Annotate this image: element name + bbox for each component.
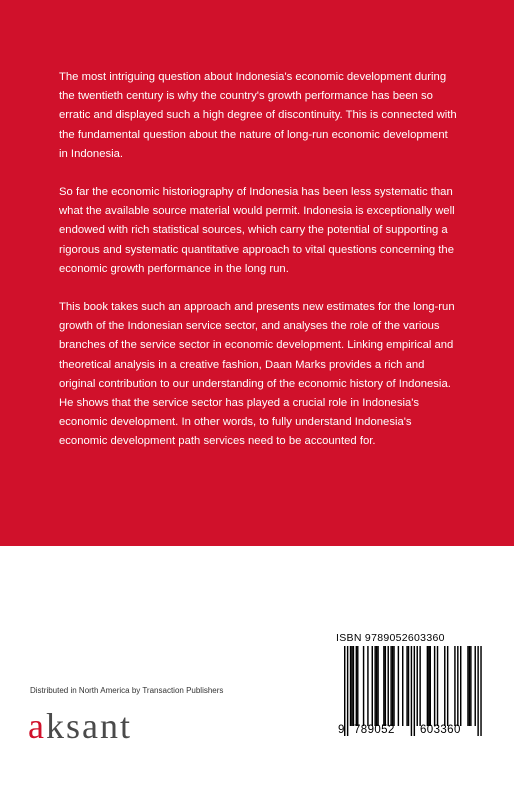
barcode-icon bbox=[336, 646, 484, 736]
barcode-bar bbox=[347, 646, 348, 736]
logo-rest: ksant bbox=[45, 706, 132, 746]
barcode-bar bbox=[390, 646, 391, 726]
barcode-bar bbox=[427, 646, 428, 726]
barcode-bar bbox=[353, 646, 354, 726]
barcode-digits-right: 603360 bbox=[420, 724, 461, 736]
barcode-bar bbox=[408, 646, 409, 726]
blurb-paragraph-2: So far the economic historiography of Indonesia has been less systematic than what the available source material would permit. Indonesia is exceptionally well endowed with rich statistical sources, which carry the potential of supporting a rigorous and systematic quantitative approach to vital questions concerning the economic growth performance in the long run. bbox=[59, 186, 455, 275]
barcode-bar bbox=[393, 646, 394, 726]
barcode-bar bbox=[411, 646, 412, 736]
barcode-bar bbox=[376, 646, 377, 726]
barcode-bar bbox=[460, 646, 461, 726]
barcode-bar bbox=[477, 646, 478, 736]
isbn-block bbox=[336, 632, 484, 736]
barcode-bar bbox=[406, 646, 407, 726]
barcode-bar bbox=[402, 646, 403, 726]
barcode-bar bbox=[385, 646, 386, 726]
barcode-bar bbox=[414, 646, 415, 736]
publisher-logo bbox=[28, 706, 132, 746]
blurb-paragraph-1: The most intriguing question about Indonesia's economic development during the twentieth century is why the country's growth performance has been so erratic and displayed such a high degree of discontinuity. This is connected with the fundamental question about the nature of long-run economic development in Indonesia. bbox=[59, 71, 457, 160]
isbn-label: ISBN 9789052603360 bbox=[336, 632, 445, 644]
barcode-bar bbox=[383, 646, 384, 726]
distributor-note: Distributed in North America by Transaction Publishers bbox=[30, 686, 224, 695]
barcode-bar bbox=[356, 646, 357, 726]
barcode-bar bbox=[351, 646, 352, 726]
barcode-bar bbox=[475, 646, 476, 726]
barcode-bar bbox=[419, 646, 420, 726]
blurb-paragraph-3: This book takes such an approach and presents new estimates for the long-run growth of the Indonesian service sector, and analyses the role of the various branches of the service sector in economic development. Linking empirical and theoretical analysis in a creative fashion, Daan Marks provides a rich and original contribution to our understanding of the economic history of Indonesia. He shows that the service sector has played a crucial role in Indonesia's economic development. In other words, to fully understand Indonesia's economic development path services need to be accounted for. bbox=[59, 301, 455, 448]
barcode-bar bbox=[367, 646, 368, 726]
barcode-digit-prefix: 9 bbox=[338, 724, 345, 736]
logo-first-letter: a bbox=[28, 706, 46, 746]
barcode-digits-left: 789052 bbox=[354, 724, 395, 736]
barcode-bar bbox=[434, 646, 435, 726]
barcode-bar bbox=[344, 646, 345, 736]
barcode-bar bbox=[470, 646, 471, 726]
barcode-bar bbox=[480, 646, 481, 736]
barcode-bar bbox=[467, 646, 468, 726]
barcode-bar bbox=[430, 646, 431, 726]
barcode-bar bbox=[417, 646, 418, 726]
barcode-bar bbox=[372, 646, 373, 726]
barcode-bar bbox=[437, 646, 438, 726]
barcode-bar bbox=[454, 646, 455, 726]
barcode-bar bbox=[398, 646, 399, 726]
barcode-bar bbox=[469, 646, 470, 726]
barcode-bar bbox=[350, 646, 351, 726]
barcode-bar bbox=[392, 646, 393, 726]
barcode-bar bbox=[377, 646, 378, 726]
barcode-bar bbox=[428, 646, 429, 726]
barcode-bar bbox=[388, 646, 389, 726]
barcode-bar bbox=[444, 646, 445, 726]
barcode-bar bbox=[374, 646, 375, 726]
barcode-bar bbox=[357, 646, 358, 726]
barcode-bar bbox=[363, 646, 364, 726]
barcode-bar bbox=[447, 646, 448, 726]
barcode-bar bbox=[457, 646, 458, 726]
back-cover-blurb bbox=[59, 68, 459, 471]
